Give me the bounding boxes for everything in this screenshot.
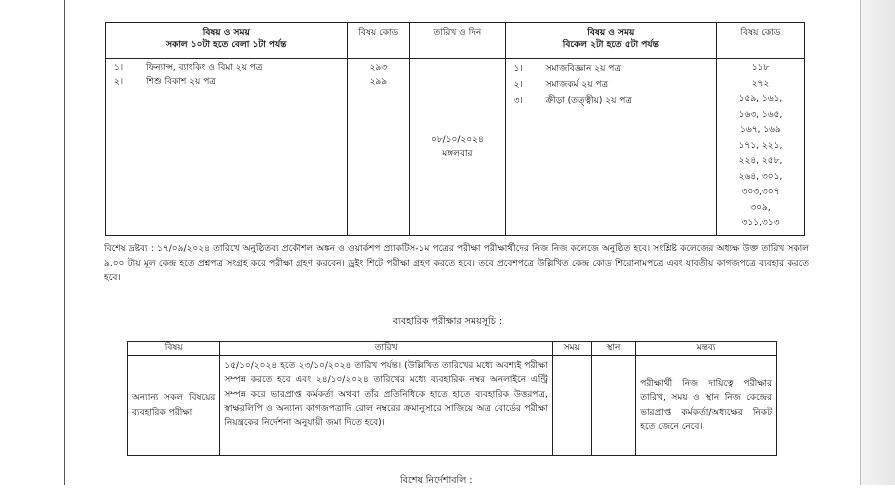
subject-code: ১৫৯, ১৬১, — [738, 94, 783, 104]
serial-number: ৩। — [513, 96, 523, 106]
subject-code-header: বিষয় কোড — [347, 23, 410, 59]
subject-code: ১৬৭, ১৬৯ — [740, 125, 781, 135]
serial-number: ২। — [114, 77, 124, 87]
subject-code: ২২৪, ২৫৮, — [738, 156, 783, 166]
practical-remarks-cell — [636, 356, 777, 456]
exam-date: ০৮/১০/২০২৪ — [430, 135, 484, 145]
practical-date-text: ১৫/১০/২০২৪ হতে ২৩/১০/২০২৪ তারিখ পর্যন্ত। (উল্লিখিত তারিখের মধ্যে অবশ্যই পরীক্ষা সম্পন্ন করতে হবে এবং ২৪/১০/২০২৪ তারিখের মধ্যে ব্যবহারিক নম্বর অনলাইনে এন্ট্রি সম্পন্ন করে ভারপ্রাপ্ত কর্মকর্তা অথবা তাঁর প্রতিনিধিকে হাতে হাতে ব্যবহারিক উত্তরপত্র, স্বাক্ষরলিপি ও অন্যান্য কাগজপত্রাদি রোল নম্বরের ক্রমানুসারে সাজিয়ে অত্র বোর্ডের পরীক্ষা নিয়ন্ত্রকের নির্দেশনা অনুযায়ী জমা দিতে হবে)। — [224, 361, 548, 429]
subject-code: ১৬৩, ১৬৫, — [738, 109, 783, 120]
subject-code: ২৭২ — [751, 78, 770, 89]
subject-code: ৩০৯, — [750, 202, 771, 213]
subject-name: শিশু বিকাশ ২য় পত্র — [146, 77, 216, 87]
practical-remarks: পরীক্ষার্থী নিজ দায়িত্বে পরীক্ষার তারিখ, সময় ও স্থান নিজ কেন্দ্রের ভারপ্রাপ্ত কর্মকর্তা/অধ্যক্ষের নিকট হতে জেনে নেবে। — [640, 378, 772, 432]
morning-row — [106, 75, 347, 89]
special-instructions-title: বিশেষ নির্দেশাবলি : — [400, 475, 473, 486]
morning-header-line1: বিষয় ও সময় — [202, 28, 250, 38]
serial-number: ১। — [513, 64, 523, 74]
subject-code: ১১৮ — [751, 63, 770, 73]
practical-subject-header: বিষয় — [128, 342, 220, 356]
practical-schedule-table — [127, 341, 777, 456]
subject-name: ফিন্যান্স, ব্যাংকিং ও বিমা ২য় পত্র — [146, 63, 263, 73]
serial-number: ২। — [513, 80, 523, 90]
practical-remarks-header: মন্তব্য — [636, 342, 777, 356]
morning-row — [106, 61, 347, 75]
subject-code: ২৬৪, ৩০১, — [738, 171, 783, 182]
practical-time-cell — [552, 356, 591, 456]
practical-date-header: তারিখ — [220, 342, 553, 356]
subject-name: সমাজবিজ্ঞান ২য় পত্র — [545, 64, 621, 74]
date-day-header: তারিখ ও দিন — [410, 23, 505, 59]
serial-number: ১। — [114, 63, 124, 73]
morning-header-line2: সকাল ১০টা হতে বেলা ১টা পর্যন্ত — [166, 40, 287, 50]
exam-schedule-table — [105, 22, 805, 236]
practical-schedule-title: ব্যবহারিক পরীক্ষার সময়সূচি : — [392, 316, 503, 327]
subject-code-header-2: বিষয় কোড — [716, 23, 804, 59]
page-edge-left — [64, 0, 65, 485]
morning-subjects-cell — [106, 59, 348, 236]
afternoon-row — [506, 77, 716, 93]
special-note: বিশেষ দ্রষ্টব্য : ১৭/০৯/২০২৪ তারিখে অনুষ্ঠিতব্য প্রকৌশল অঙ্কন ও ওয়ার্কশপ প্র্যাকটিস-১ম পত্রের পরীক্ষা পরীক্ষার্থীদের নিজ নিজ কলেজে অনুষ্ঠিত হবে। সংশ্লিষ্ট কলেজের অধ্যক্ষ উক্ত তারিখ সকাল ৯.০০ টায় মূল কেন্দ্র হতে প্রশ্নপত্র সংগ্রহ করে পরীক্ষা গ্রহণ করবেন। ড্রইং শিটে পরীক্ষা গ্রহণ করতে হবে। তবে প্রবেশপত্রে উল্লিখিত কেন্দ্র কোড শিরোনামপত্রে এবং যাবতীয় কাগজপত্রে ব্যবহার করতে হবে। — [104, 244, 809, 284]
practical-subject: অন্যান্য সকল বিষয়ের ব্যবহারিক পরীক্ষা — [132, 393, 216, 418]
subject-code: ১৭১, ২২১, — [738, 140, 783, 151]
morning-subject-header — [106, 23, 348, 59]
subject-code: ২৯৯ — [369, 77, 388, 87]
exam-day: মঙ্গলবার — [442, 149, 473, 159]
practical-subject-cell — [128, 356, 220, 456]
practical-place-cell — [591, 356, 636, 456]
afternoon-codes-cell — [716, 59, 804, 236]
subject-name: সমাজকর্ম ২য় পত্র — [545, 80, 609, 90]
practical-date-cell — [220, 356, 553, 456]
subject-name: ক্রীড়া (তত্ত্বীয়) ২য় পত্র — [545, 96, 633, 106]
practical-time-header: সময় — [552, 342, 591, 356]
afternoon-row — [506, 93, 716, 109]
morning-codes-cell — [347, 59, 410, 236]
afternoon-subject-header — [505, 23, 716, 59]
subject-code: ৩১১,৩১৩ — [741, 218, 780, 228]
practical-place-header: স্থান — [591, 342, 636, 356]
afternoon-subjects-cell — [505, 59, 716, 236]
afternoon-header-line1: বিষয় ও সময় — [587, 28, 635, 38]
afternoon-header-line2: বিকেল ২টা হতে ৫টা পর্যন্ত — [562, 40, 659, 50]
subject-code: ২৯৩ — [369, 63, 388, 73]
subject-code: ৩০৩,৩০৭ — [741, 187, 780, 197]
page-edge-shadow — [860, 0, 895, 485]
page-edge-right — [860, 0, 861, 485]
afternoon-row — [506, 61, 716, 77]
exam-date-cell — [410, 59, 505, 236]
